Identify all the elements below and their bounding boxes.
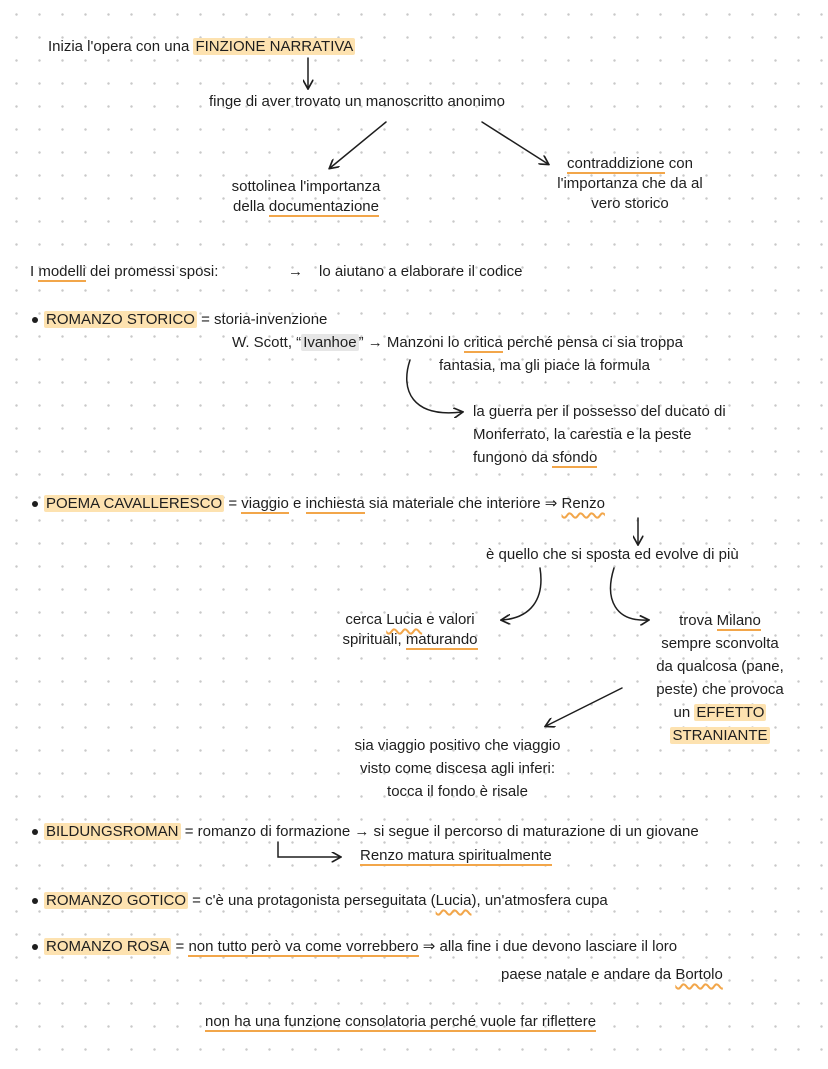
- finzione-narrativa-highlight: FINZIONE NARRATIVA: [195, 38, 354, 55]
- documentazione-line1: sottolinea l'importanza: [231, 178, 381, 195]
- viaggio-positivo-line3: tocca il fondo è risale: [387, 783, 528, 800]
- trova-milano-line2: sempre sconvolta: [661, 635, 779, 652]
- poema-cavalleresco-highlight: POEMA CAVALLERESCO: [46, 495, 223, 512]
- trova-milano-line3: da qualcosa (pane,: [656, 658, 784, 675]
- trova-milano-note: [630, 609, 810, 747]
- renzo-matura-underlined: Renzo matura spiritualmente: [360, 847, 552, 864]
- contraddizione-line2: l'importanza che da al: [557, 175, 703, 192]
- modelli-underlined: modelli: [38, 263, 86, 280]
- arrow-to-bottom-viaggio: [546, 688, 622, 726]
- renzo-matura-line: [360, 846, 552, 866]
- viaggio-positivo-note: [330, 734, 585, 803]
- cerca-lucia-note: [320, 610, 500, 650]
- bullet-icon: [32, 501, 38, 507]
- trova-milano-line5: un EFFETTO: [673, 704, 765, 721]
- sfondo-line: fungono da sfondo: [473, 449, 598, 466]
- documentazione-line2: della documentazione: [233, 198, 379, 215]
- milano-underlined: Milano: [716, 612, 761, 629]
- arrow-bildung-elbow: [278, 842, 340, 857]
- contraddizione-note: [530, 154, 730, 214]
- modelli-codice: lo aiutano a elaborare il codice: [319, 263, 523, 280]
- viaggio-positivo-line1: sia viaggio positivo che viaggio: [354, 737, 561, 754]
- non-tutto-underlined: non tutto però va come vorrebbero: [188, 938, 419, 955]
- straniante-highlight: STRANIANTE: [672, 727, 768, 744]
- lucia-wavy: Lucia: [386, 611, 423, 628]
- documentazione-note: [206, 177, 406, 217]
- cerca-lucia-line1: cerca Lucia e valori: [345, 611, 475, 628]
- arrow-to-documentazione: [330, 122, 386, 168]
- effetto-highlight: EFFETTO: [696, 704, 765, 721]
- bildungsroman-line: BILDUNGSROMAN = romanzo di formazione → si segue il percorso di maturazione di un giovane: [32, 822, 699, 842]
- contraddizione-line3: vero storico: [591, 195, 669, 212]
- consolatoria-underlined: non ha una funzione consolatoria perché vuole far riflettere: [205, 1013, 597, 1030]
- romanzo-rosa-highlight: ROMANZO ROSA: [46, 938, 170, 955]
- monferrato-line: Monferrato, la carestia e la peste: [473, 426, 692, 443]
- guerra-line: la guerra per il possesso del ducato di: [473, 403, 726, 420]
- trova-milano-line1: trova Milano: [679, 612, 761, 629]
- romanzo-rosa-line: ROMANZO ROSA = non tutto però va come vorrebbero ⇒ alla fine i due devono lasciare il loro: [32, 937, 677, 957]
- trova-milano-line6: [630, 724, 810, 747]
- bullet-icon: [32, 898, 38, 904]
- critica-underlined: critica: [463, 334, 503, 351]
- modelli-heading: I modelli dei promessi sposi:: [30, 263, 219, 280]
- ivanhoe-highlight: Ivanhoe: [303, 334, 357, 351]
- modelli-arrow: →: [288, 263, 303, 280]
- inchiesta-underlined: inchiesta: [305, 495, 365, 512]
- romanzo-gotico-line: ROMANZO GOTICO = c'è una protagonista perseguitata (Lucia), un'atmosfera cupa: [32, 891, 608, 911]
- bullet-icon: [32, 944, 38, 950]
- romanzo-storico-line: ROMANZO STORICO = storia-invenzione: [32, 310, 327, 330]
- trova-milano-line4: peste) che provoca: [656, 681, 784, 698]
- arrow-to-cerca-lucia: [502, 568, 541, 620]
- bullet-icon: [32, 317, 38, 323]
- contraddizione-line1: contraddizione con: [567, 155, 693, 172]
- consolatoria-line: [205, 1012, 596, 1032]
- manoscritto-text: finge di aver trovato un manoscritto anonimo: [209, 93, 505, 110]
- romanzo-gotico-highlight: ROMANZO GOTICO: [46, 892, 186, 909]
- bortolo-wavy: Bortolo: [675, 966, 723, 983]
- renzo-wavy: Renzo: [561, 495, 605, 512]
- poema-cavalleresco-line: POEMA CAVALLERESCO = viaggio e inchiesta sia materiale che interiore ⇒ Renzo: [32, 494, 605, 514]
- sfondo-underlined: sfondo: [552, 449, 598, 466]
- bildungsroman-highlight: BILDUNGSROMAN: [46, 823, 179, 840]
- paese-natale-line: paese natale e andare da Bortolo: [501, 966, 723, 983]
- fantasia-line: fantasia, ma gli piace la formula: [439, 357, 650, 374]
- maturando-underlined: maturando: [405, 631, 478, 648]
- contraddizione-underlined: contraddizione: [567, 155, 665, 172]
- scott-line: W. Scott, “ Ivanhoe ” → Manzoni lo critica perché pensa ci sia troppa: [232, 334, 683, 351]
- viaggio-underlined: viaggio: [241, 495, 289, 512]
- intro-lead: Inizia l'opera con una: [48, 38, 194, 55]
- sposta-line: è quello che si sposta ed evolve di più: [486, 546, 739, 563]
- cerca-lucia-line2: spirituali, maturando: [342, 631, 478, 648]
- documentazione-underlined: documentazione: [268, 198, 379, 215]
- bullet-icon: [32, 829, 38, 835]
- romanzo-storico-highlight: ROMANZO STORICO: [46, 311, 195, 328]
- lucia-wavy: Lucia: [435, 892, 472, 909]
- viaggio-positivo-line2: visto come discesa agli inferi:: [359, 760, 556, 777]
- intro-line: [48, 37, 355, 57]
